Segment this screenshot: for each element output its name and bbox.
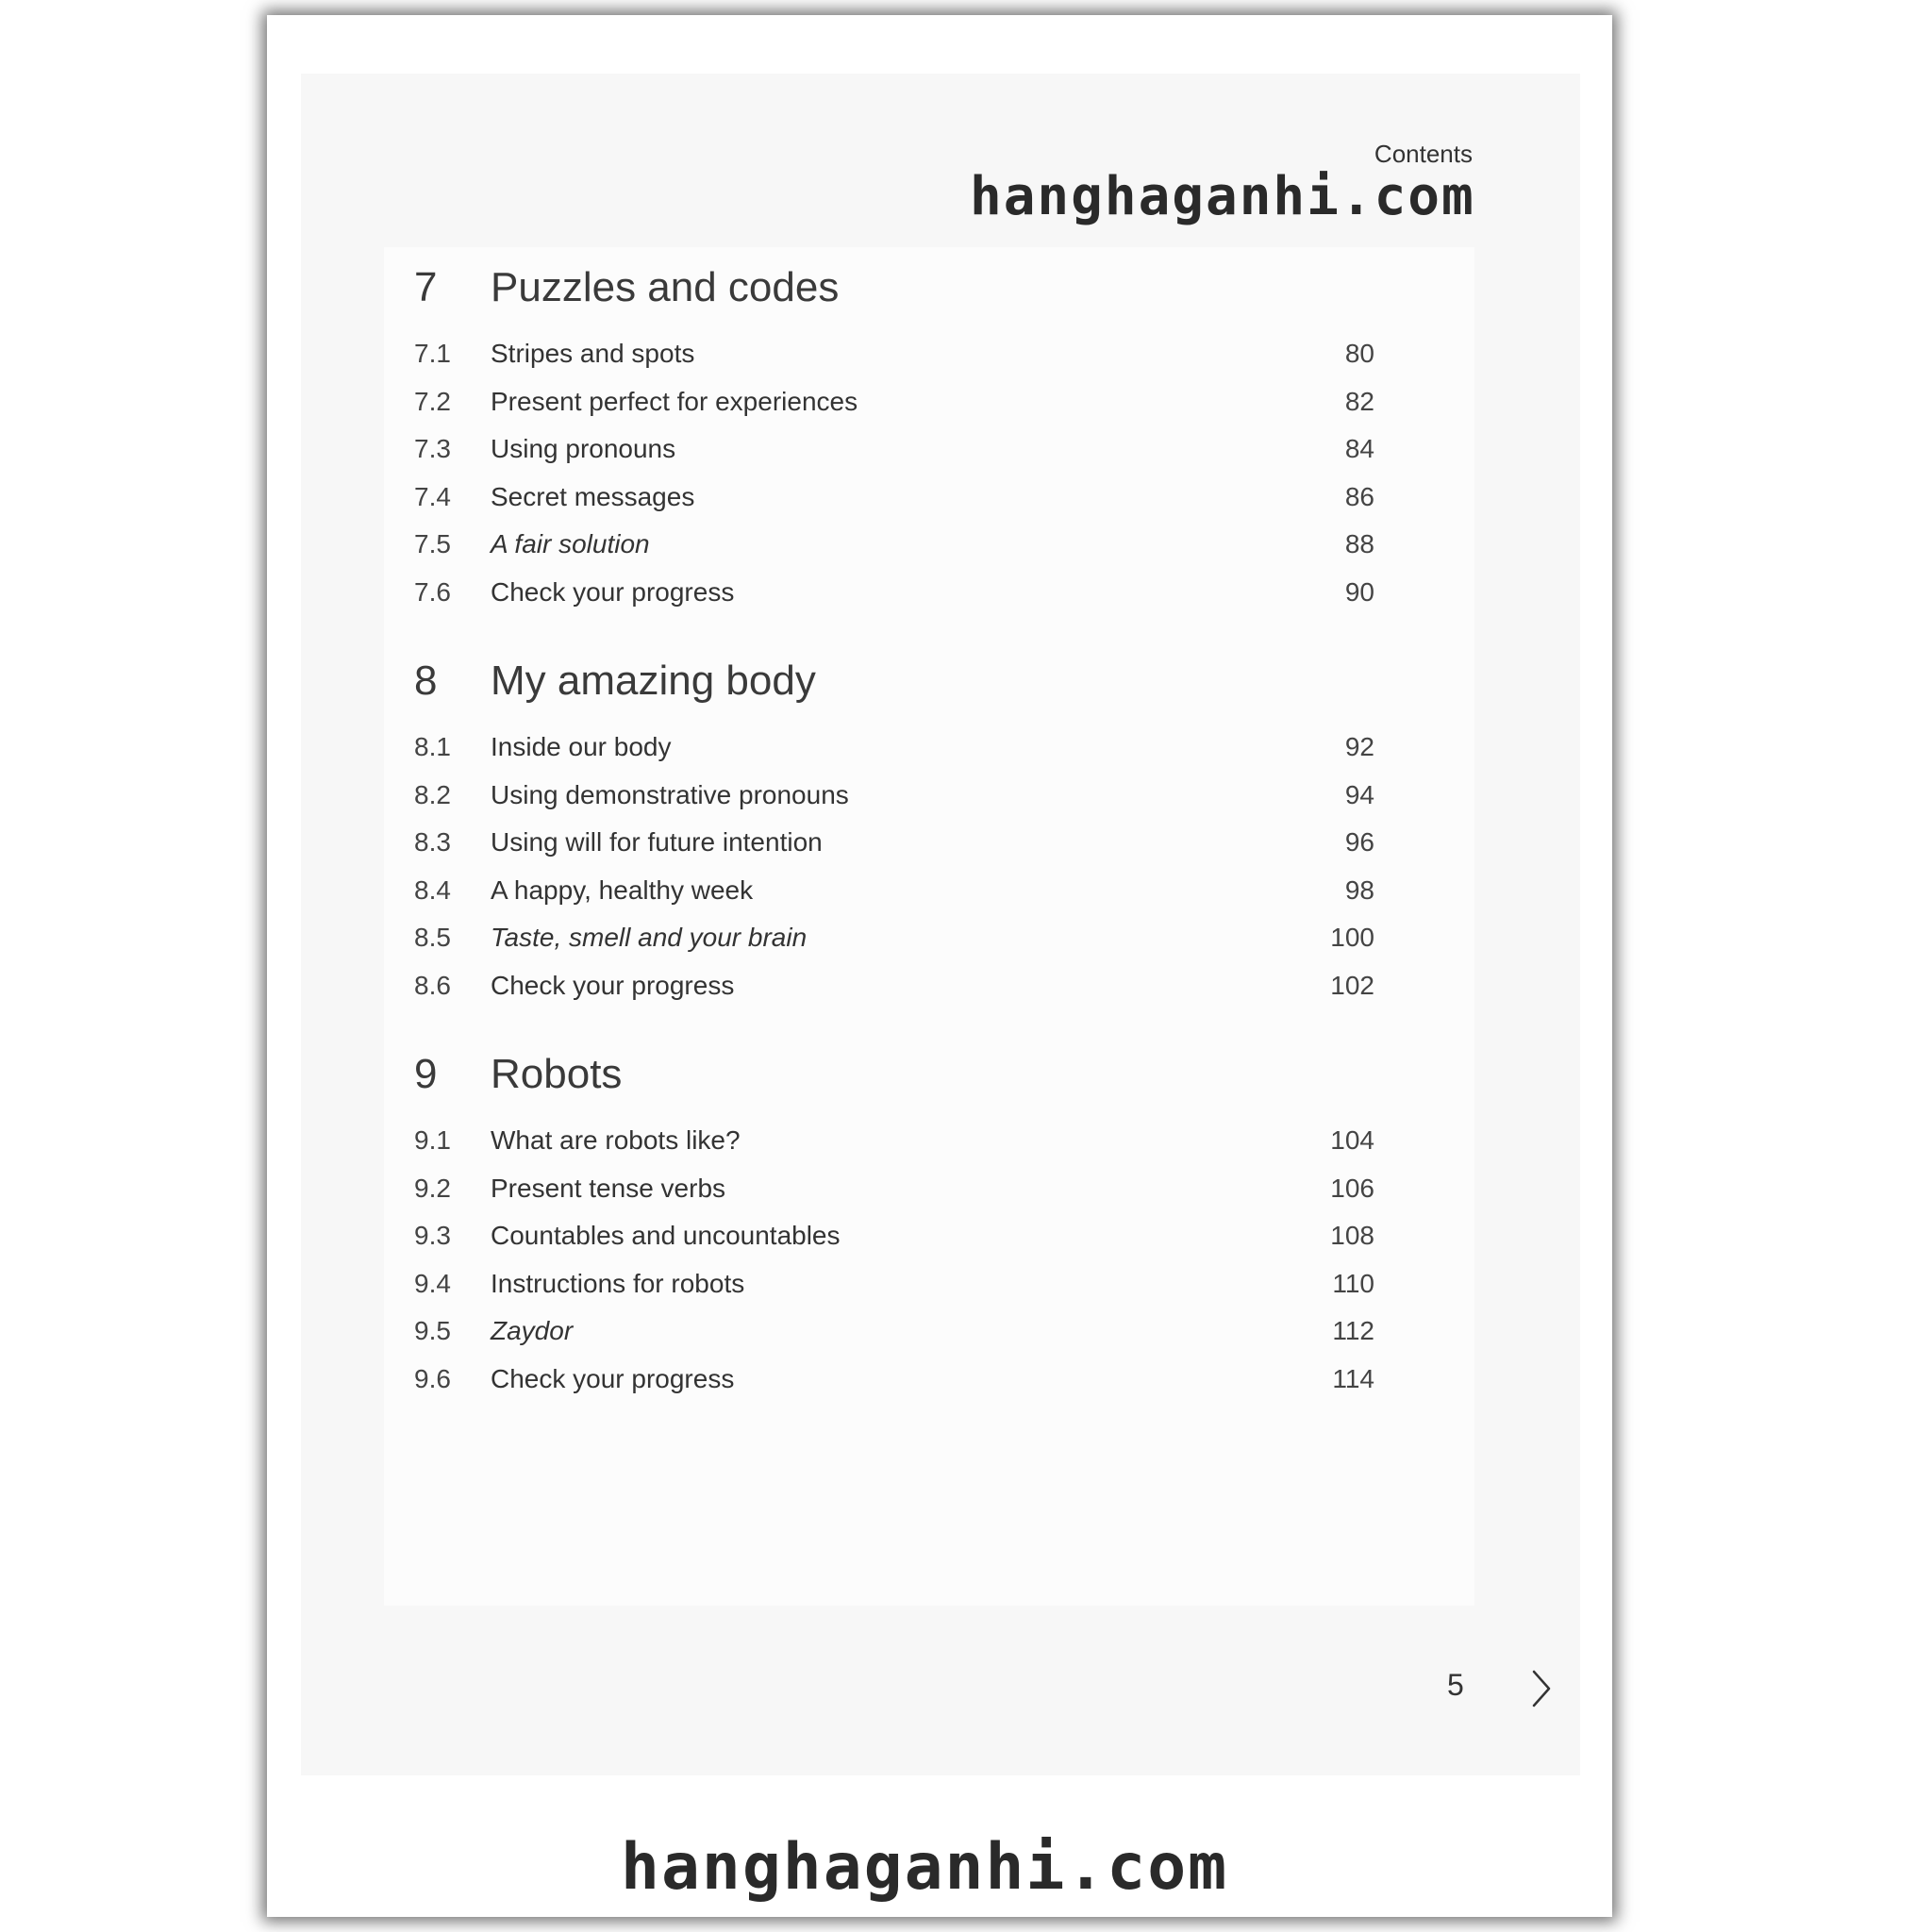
section-title: Using demonstrative pronouns [491,779,849,809]
section-number: 7.2 [414,386,451,416]
toc-entry[interactable] [414,1117,1374,1165]
toc-entry[interactable] [414,772,1374,820]
section-page: 82 [1344,386,1374,416]
chapter-number: 7 [414,264,438,310]
section-page: 80 [1344,339,1374,369]
toc-entry[interactable] [414,1260,1374,1308]
section-title: Check your progress [491,970,735,1000]
section-number: 8.2 [414,779,451,809]
toc-entry[interactable] [414,378,1374,426]
chapter-7 [414,264,1374,616]
section-page: 88 [1344,529,1374,559]
section-title: What are robots like? [491,1125,741,1156]
section-number: 7.3 [414,434,451,464]
toc-entry[interactable] [414,1212,1374,1260]
toc-entry[interactable] [414,569,1374,617]
toc-entry[interactable] [414,962,1374,1010]
section-page: 98 [1344,874,1374,905]
chapter-title: Puzzles and codes [491,264,840,310]
section-title: Stripes and spots [491,339,695,369]
section-title: Check your progress [491,576,735,607]
chapter-8 [414,658,1374,1009]
toc-entry[interactable] [414,1165,1374,1213]
chapter-number: 9 [414,1051,438,1097]
section-title: Using pronouns [491,434,676,464]
section-number: 9.1 [414,1125,451,1156]
section-number: 9.5 [414,1316,451,1346]
page-number: 5 [1447,1668,1464,1702]
section-page: 90 [1344,576,1374,607]
section-title: A happy, healthy week [491,874,754,905]
toc-entry[interactable] [414,425,1374,474]
section-title: Zaydor [491,1316,574,1346]
section-number: 7.4 [414,481,451,511]
section-page: 102 [1330,970,1374,1000]
section-page: 112 [1332,1316,1374,1346]
section-page: 100 [1330,923,1374,953]
section-title: Taste, smell and your brain [491,923,808,953]
section-number: 9.3 [414,1221,451,1251]
chapter-title: Robots [491,1051,623,1097]
section-number: 9.4 [414,1268,451,1298]
section-page: 104 [1330,1125,1374,1156]
watermark-top: hanghaganhi.com [970,166,1475,227]
toc-entry[interactable] [414,867,1374,915]
chapter-number: 8 [414,658,438,704]
chevron-right-icon[interactable] [1526,1668,1555,1709]
section-page: 108 [1330,1221,1374,1251]
chapter-title: My amazing body [491,658,816,704]
section-number: 7.6 [414,576,451,607]
toc-entry[interactable] [414,724,1374,772]
section-title: Instructions for robots [491,1268,745,1298]
toc-entry[interactable] [414,330,1374,378]
section-title: Present tense verbs [491,1173,726,1203]
section-page: 92 [1344,732,1374,762]
toc-entry[interactable] [414,1307,1374,1356]
section-page: 110 [1332,1268,1374,1298]
section-number: 7.1 [414,339,451,369]
chapter-heading [414,264,1374,330]
toc-entry[interactable] [414,474,1374,522]
section-title: Check your progress [491,1363,735,1393]
section-title: Using will for future intention [491,827,823,858]
section-number: 8.6 [414,970,451,1000]
contents-header: Contents [1374,140,1473,168]
section-title: Inside our body [491,732,672,762]
chapter-9 [414,1051,1374,1403]
section-number: 8.3 [414,827,451,858]
toc-entry[interactable] [414,819,1374,867]
section-title: A fair solution [491,529,650,559]
section-number: 8.5 [414,923,451,953]
section-title: Countables and uncountables [491,1221,841,1251]
toc-entry[interactable] [414,521,1374,569]
chapter-heading [414,1051,1374,1117]
section-page: 96 [1344,827,1374,858]
section-number: 8.1 [414,732,451,762]
section-title: Secret messages [491,481,695,511]
section-page: 106 [1330,1173,1374,1203]
section-title: Present perfect for experiences [491,386,858,416]
section-page: 94 [1344,779,1374,809]
watermark-bottom: hanghaganhi.com [621,1830,1229,1905]
section-page: 86 [1344,481,1374,511]
section-number: 9.6 [414,1363,451,1393]
section-page: 114 [1332,1363,1374,1393]
section-number: 8.4 [414,874,451,905]
toc-entry[interactable] [414,1356,1374,1404]
chapter-heading [414,658,1374,724]
toc-entry[interactable] [414,914,1374,962]
section-number: 9.2 [414,1173,451,1203]
section-page: 84 [1344,434,1374,464]
table-of-contents [414,264,1374,1444]
section-number: 7.5 [414,529,451,559]
